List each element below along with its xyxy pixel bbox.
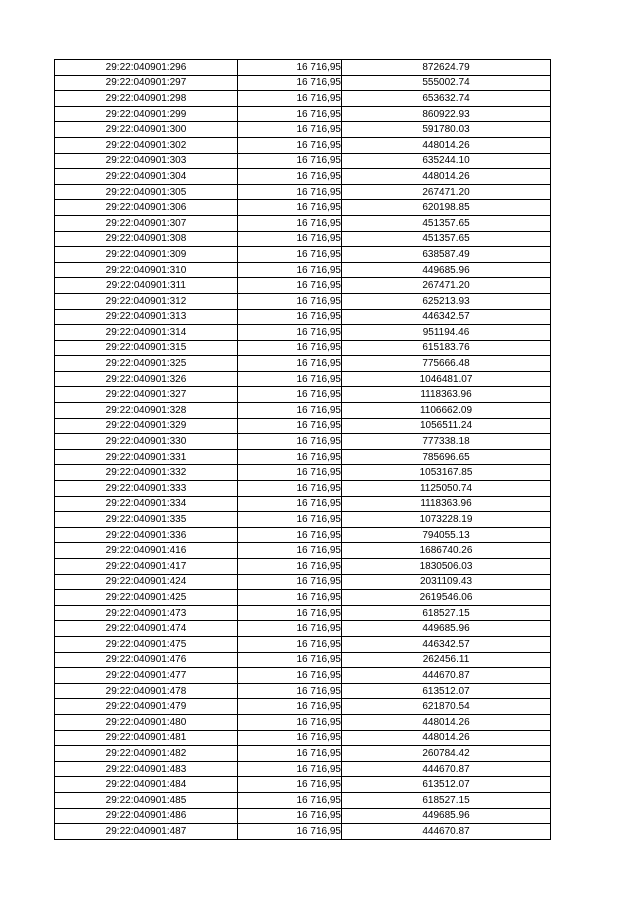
area-cell: 16 716,95 (238, 481, 342, 497)
table-row (55, 434, 551, 450)
table-row (55, 481, 551, 497)
area-cell: 16 716,95 (238, 387, 342, 403)
cadastral-number-cell: 29:22:040901:326 (55, 371, 238, 387)
cadastral-value-cell: 775666.48 (342, 356, 551, 372)
table-row (55, 184, 551, 200)
area-cell: 16 716,95 (238, 122, 342, 138)
table-row (55, 293, 551, 309)
cadastral-value-cell: 449685.96 (342, 808, 551, 824)
cadastral-value-cell: 621870.54 (342, 699, 551, 715)
cadastral-number-cell: 29:22:040901:296 (55, 60, 238, 76)
area-cell: 16 716,95 (238, 231, 342, 247)
cadastral-value-cell: 613512.07 (342, 777, 551, 793)
area-cell: 16 716,95 (238, 824, 342, 840)
area-cell: 16 716,95 (238, 75, 342, 91)
area-cell: 16 716,95 (238, 792, 342, 808)
cadastral-number-cell: 29:22:040901:334 (55, 496, 238, 512)
cadastral-number-cell: 29:22:040901:314 (55, 325, 238, 341)
cadastral-value-cell: 448014.26 (342, 714, 551, 730)
table-body (55, 60, 551, 840)
table-row (55, 699, 551, 715)
cadastral-value-cell: 635244.10 (342, 153, 551, 169)
cadastral-value-cell: 620198.85 (342, 200, 551, 216)
area-cell: 16 716,95 (238, 512, 342, 528)
cadastral-value-cell: 591780.03 (342, 122, 551, 138)
cadastral-number-cell: 29:22:040901:312 (55, 293, 238, 309)
cadastral-value-cell: 618527.15 (342, 792, 551, 808)
cadastral-number-cell: 29:22:040901:473 (55, 605, 238, 621)
table-row (55, 730, 551, 746)
area-cell: 16 716,95 (238, 605, 342, 621)
area-cell: 16 716,95 (238, 293, 342, 309)
area-cell: 16 716,95 (238, 200, 342, 216)
cadastral-number-cell: 29:22:040901:305 (55, 184, 238, 200)
area-cell: 16 716,95 (238, 777, 342, 793)
table-row (55, 231, 551, 247)
table-row (55, 543, 551, 559)
cadastral-value-cell: 1046481.07 (342, 371, 551, 387)
table-row (55, 153, 551, 169)
cadastral-number-cell: 29:22:040901:474 (55, 621, 238, 637)
table-row (55, 137, 551, 153)
table-row (55, 465, 551, 481)
cadastral-value-cell: 262456.11 (342, 652, 551, 668)
cadastral-number-cell: 29:22:040901:481 (55, 730, 238, 746)
table-row (55, 122, 551, 138)
cadastral-value-cell: 446342.57 (342, 309, 551, 325)
cadastral-number-cell: 29:22:040901:483 (55, 761, 238, 777)
area-cell: 16 716,95 (238, 449, 342, 465)
cadastral-value-cell: 444670.87 (342, 668, 551, 684)
cadastral-value-table (54, 59, 551, 840)
cadastral-value-cell: 448014.26 (342, 730, 551, 746)
cadastral-value-cell: 613512.07 (342, 683, 551, 699)
cadastral-value-cell: 794055.13 (342, 527, 551, 543)
cadastral-number-cell: 29:22:040901:309 (55, 247, 238, 263)
area-cell: 16 716,95 (238, 636, 342, 652)
cadastral-value-cell: 449685.96 (342, 262, 551, 278)
cadastral-number-cell: 29:22:040901:298 (55, 91, 238, 107)
area-cell: 16 716,95 (238, 356, 342, 372)
cadastral-value-cell: 1686740.26 (342, 543, 551, 559)
table-row (55, 527, 551, 543)
table-row (55, 215, 551, 231)
area-cell: 16 716,95 (238, 496, 342, 512)
cadastral-number-cell: 29:22:040901:328 (55, 403, 238, 419)
cadastral-value-cell: 1073228.19 (342, 512, 551, 528)
cadastral-value-cell: 860922.93 (342, 106, 551, 122)
cadastral-number-cell: 29:22:040901:335 (55, 512, 238, 528)
area-cell: 16 716,95 (238, 169, 342, 185)
cadastral-number-cell: 29:22:040901:482 (55, 746, 238, 762)
area-cell: 16 716,95 (238, 403, 342, 419)
table-row (55, 636, 551, 652)
cadastral-number-cell: 29:22:040901:478 (55, 683, 238, 699)
table-row (55, 777, 551, 793)
cadastral-number-cell: 29:22:040901:417 (55, 559, 238, 575)
table-row (55, 262, 551, 278)
cadastral-value-cell: 638587.49 (342, 247, 551, 263)
cadastral-value-cell: 1053167.85 (342, 465, 551, 481)
cadastral-value-cell: 555002.74 (342, 75, 551, 91)
table-row (55, 75, 551, 91)
cadastral-number-cell: 29:22:040901:487 (55, 824, 238, 840)
cadastral-number-cell: 29:22:040901:299 (55, 106, 238, 122)
area-cell: 16 716,95 (238, 153, 342, 169)
cadastral-number-cell: 29:22:040901:333 (55, 481, 238, 497)
table-row (55, 418, 551, 434)
table-row (55, 60, 551, 76)
table-row (55, 371, 551, 387)
area-cell: 16 716,95 (238, 247, 342, 263)
cadastral-number-cell: 29:22:040901:311 (55, 278, 238, 294)
table-row (55, 824, 551, 840)
cadastral-number-cell: 29:22:040901:476 (55, 652, 238, 668)
area-cell: 16 716,95 (238, 418, 342, 434)
cadastral-number-cell: 29:22:040901:310 (55, 262, 238, 278)
cadastral-number-cell: 29:22:040901:308 (55, 231, 238, 247)
cadastral-number-cell: 29:22:040901:327 (55, 387, 238, 403)
cadastral-number-cell: 29:22:040901:484 (55, 777, 238, 793)
cadastral-number-cell: 29:22:040901:425 (55, 590, 238, 606)
table-row (55, 403, 551, 419)
cadastral-value-cell: 1125050.74 (342, 481, 551, 497)
cadastral-value-cell: 2619546.06 (342, 590, 551, 606)
cadastral-value-cell: 777338.18 (342, 434, 551, 450)
table-row (55, 512, 551, 528)
table-row (55, 169, 551, 185)
cadastral-number-cell: 29:22:040901:330 (55, 434, 238, 450)
table-row (55, 761, 551, 777)
area-cell: 16 716,95 (238, 808, 342, 824)
cadastral-number-cell: 29:22:040901:486 (55, 808, 238, 824)
cadastral-value-cell: 1056511.24 (342, 418, 551, 434)
table-row (55, 590, 551, 606)
table-row (55, 449, 551, 465)
table-row (55, 605, 551, 621)
table-row (55, 309, 551, 325)
cadastral-number-cell: 29:22:040901:477 (55, 668, 238, 684)
area-cell: 16 716,95 (238, 262, 342, 278)
cadastral-value-cell: 448014.26 (342, 169, 551, 185)
table-row (55, 621, 551, 637)
table-row (55, 278, 551, 294)
area-cell: 16 716,95 (238, 574, 342, 590)
table-row (55, 668, 551, 684)
cadastral-value-cell: 446342.57 (342, 636, 551, 652)
cadastral-number-cell: 29:22:040901:416 (55, 543, 238, 559)
cadastral-number-cell: 29:22:040901:475 (55, 636, 238, 652)
area-cell: 16 716,95 (238, 699, 342, 715)
table-row (55, 247, 551, 263)
cadastral-number-cell: 29:22:040901:303 (55, 153, 238, 169)
cadastral-number-cell: 29:22:040901:302 (55, 137, 238, 153)
area-cell: 16 716,95 (238, 278, 342, 294)
cadastral-value-cell: 267471.20 (342, 184, 551, 200)
cadastral-value-cell: 260784.42 (342, 746, 551, 762)
table-row (55, 387, 551, 403)
table-row (55, 746, 551, 762)
cadastral-value-cell: 872624.79 (342, 60, 551, 76)
cadastral-number-cell: 29:22:040901:336 (55, 527, 238, 543)
cadastral-value-cell: 267471.20 (342, 278, 551, 294)
area-cell: 16 716,95 (238, 543, 342, 559)
cadastral-value-cell: 451357.65 (342, 231, 551, 247)
cadastral-value-cell: 625213.93 (342, 293, 551, 309)
area-cell: 16 716,95 (238, 621, 342, 637)
cadastral-value-cell: 1118363.96 (342, 387, 551, 403)
area-cell: 16 716,95 (238, 91, 342, 107)
table-row (55, 106, 551, 122)
area-cell: 16 716,95 (238, 590, 342, 606)
cadastral-value-cell: 615183.76 (342, 340, 551, 356)
table-row (55, 340, 551, 356)
table-row (55, 559, 551, 575)
area-cell: 16 716,95 (238, 184, 342, 200)
cadastral-number-cell: 29:22:040901:329 (55, 418, 238, 434)
table-row (55, 325, 551, 341)
cadastral-number-cell: 29:22:040901:485 (55, 792, 238, 808)
table-row (55, 356, 551, 372)
cadastral-value-cell: 1106662.09 (342, 403, 551, 419)
area-cell: 16 716,95 (238, 106, 342, 122)
cadastral-value-cell: 1830506.03 (342, 559, 551, 575)
cadastral-value-cell: 449685.96 (342, 621, 551, 637)
area-cell: 16 716,95 (238, 761, 342, 777)
cadastral-number-cell: 29:22:040901:331 (55, 449, 238, 465)
area-cell: 16 716,95 (238, 559, 342, 575)
table-row (55, 808, 551, 824)
cadastral-value-cell: 451357.65 (342, 215, 551, 231)
area-cell: 16 716,95 (238, 730, 342, 746)
table-row (55, 200, 551, 216)
cadastral-value-cell: 618527.15 (342, 605, 551, 621)
cadastral-number-cell: 29:22:040901:479 (55, 699, 238, 715)
cadastral-number-cell: 29:22:040901:304 (55, 169, 238, 185)
table-row (55, 792, 551, 808)
area-cell: 16 716,95 (238, 340, 342, 356)
area-cell: 16 716,95 (238, 371, 342, 387)
cadastral-value-cell: 653632.74 (342, 91, 551, 107)
table-row (55, 496, 551, 512)
area-cell: 16 716,95 (238, 325, 342, 341)
cadastral-value-cell: 444670.87 (342, 824, 551, 840)
area-cell: 16 716,95 (238, 309, 342, 325)
cadastral-number-cell: 29:22:040901:325 (55, 356, 238, 372)
area-cell: 16 716,95 (238, 652, 342, 668)
area-cell: 16 716,95 (238, 714, 342, 730)
table-row (55, 683, 551, 699)
area-cell: 16 716,95 (238, 215, 342, 231)
area-cell: 16 716,95 (238, 527, 342, 543)
area-cell: 16 716,95 (238, 60, 342, 76)
cadastral-number-cell: 29:22:040901:313 (55, 309, 238, 325)
table-row (55, 574, 551, 590)
area-cell: 16 716,95 (238, 668, 342, 684)
cadastral-number-cell: 29:22:040901:424 (55, 574, 238, 590)
table-row (55, 714, 551, 730)
area-cell: 16 716,95 (238, 683, 342, 699)
cadastral-number-cell: 29:22:040901:306 (55, 200, 238, 216)
cadastral-value-cell: 1118363.96 (342, 496, 551, 512)
cadastral-value-cell: 951194.46 (342, 325, 551, 341)
area-cell: 16 716,95 (238, 434, 342, 450)
table-row (55, 91, 551, 107)
table-row (55, 652, 551, 668)
cadastral-number-cell: 29:22:040901:300 (55, 122, 238, 138)
cadastral-value-cell: 444670.87 (342, 761, 551, 777)
cadastral-number-cell: 29:22:040901:480 (55, 714, 238, 730)
area-cell: 16 716,95 (238, 746, 342, 762)
cadastral-value-cell: 785696.65 (342, 449, 551, 465)
cadastral-number-cell: 29:22:040901:297 (55, 75, 238, 91)
cadastral-number-cell: 29:22:040901:307 (55, 215, 238, 231)
cadastral-number-cell: 29:22:040901:332 (55, 465, 238, 481)
cadastral-value-cell: 2031109.43 (342, 574, 551, 590)
area-cell: 16 716,95 (238, 465, 342, 481)
cadastral-value-cell: 448014.26 (342, 137, 551, 153)
cadastral-number-cell: 29:22:040901:315 (55, 340, 238, 356)
area-cell: 16 716,95 (238, 137, 342, 153)
